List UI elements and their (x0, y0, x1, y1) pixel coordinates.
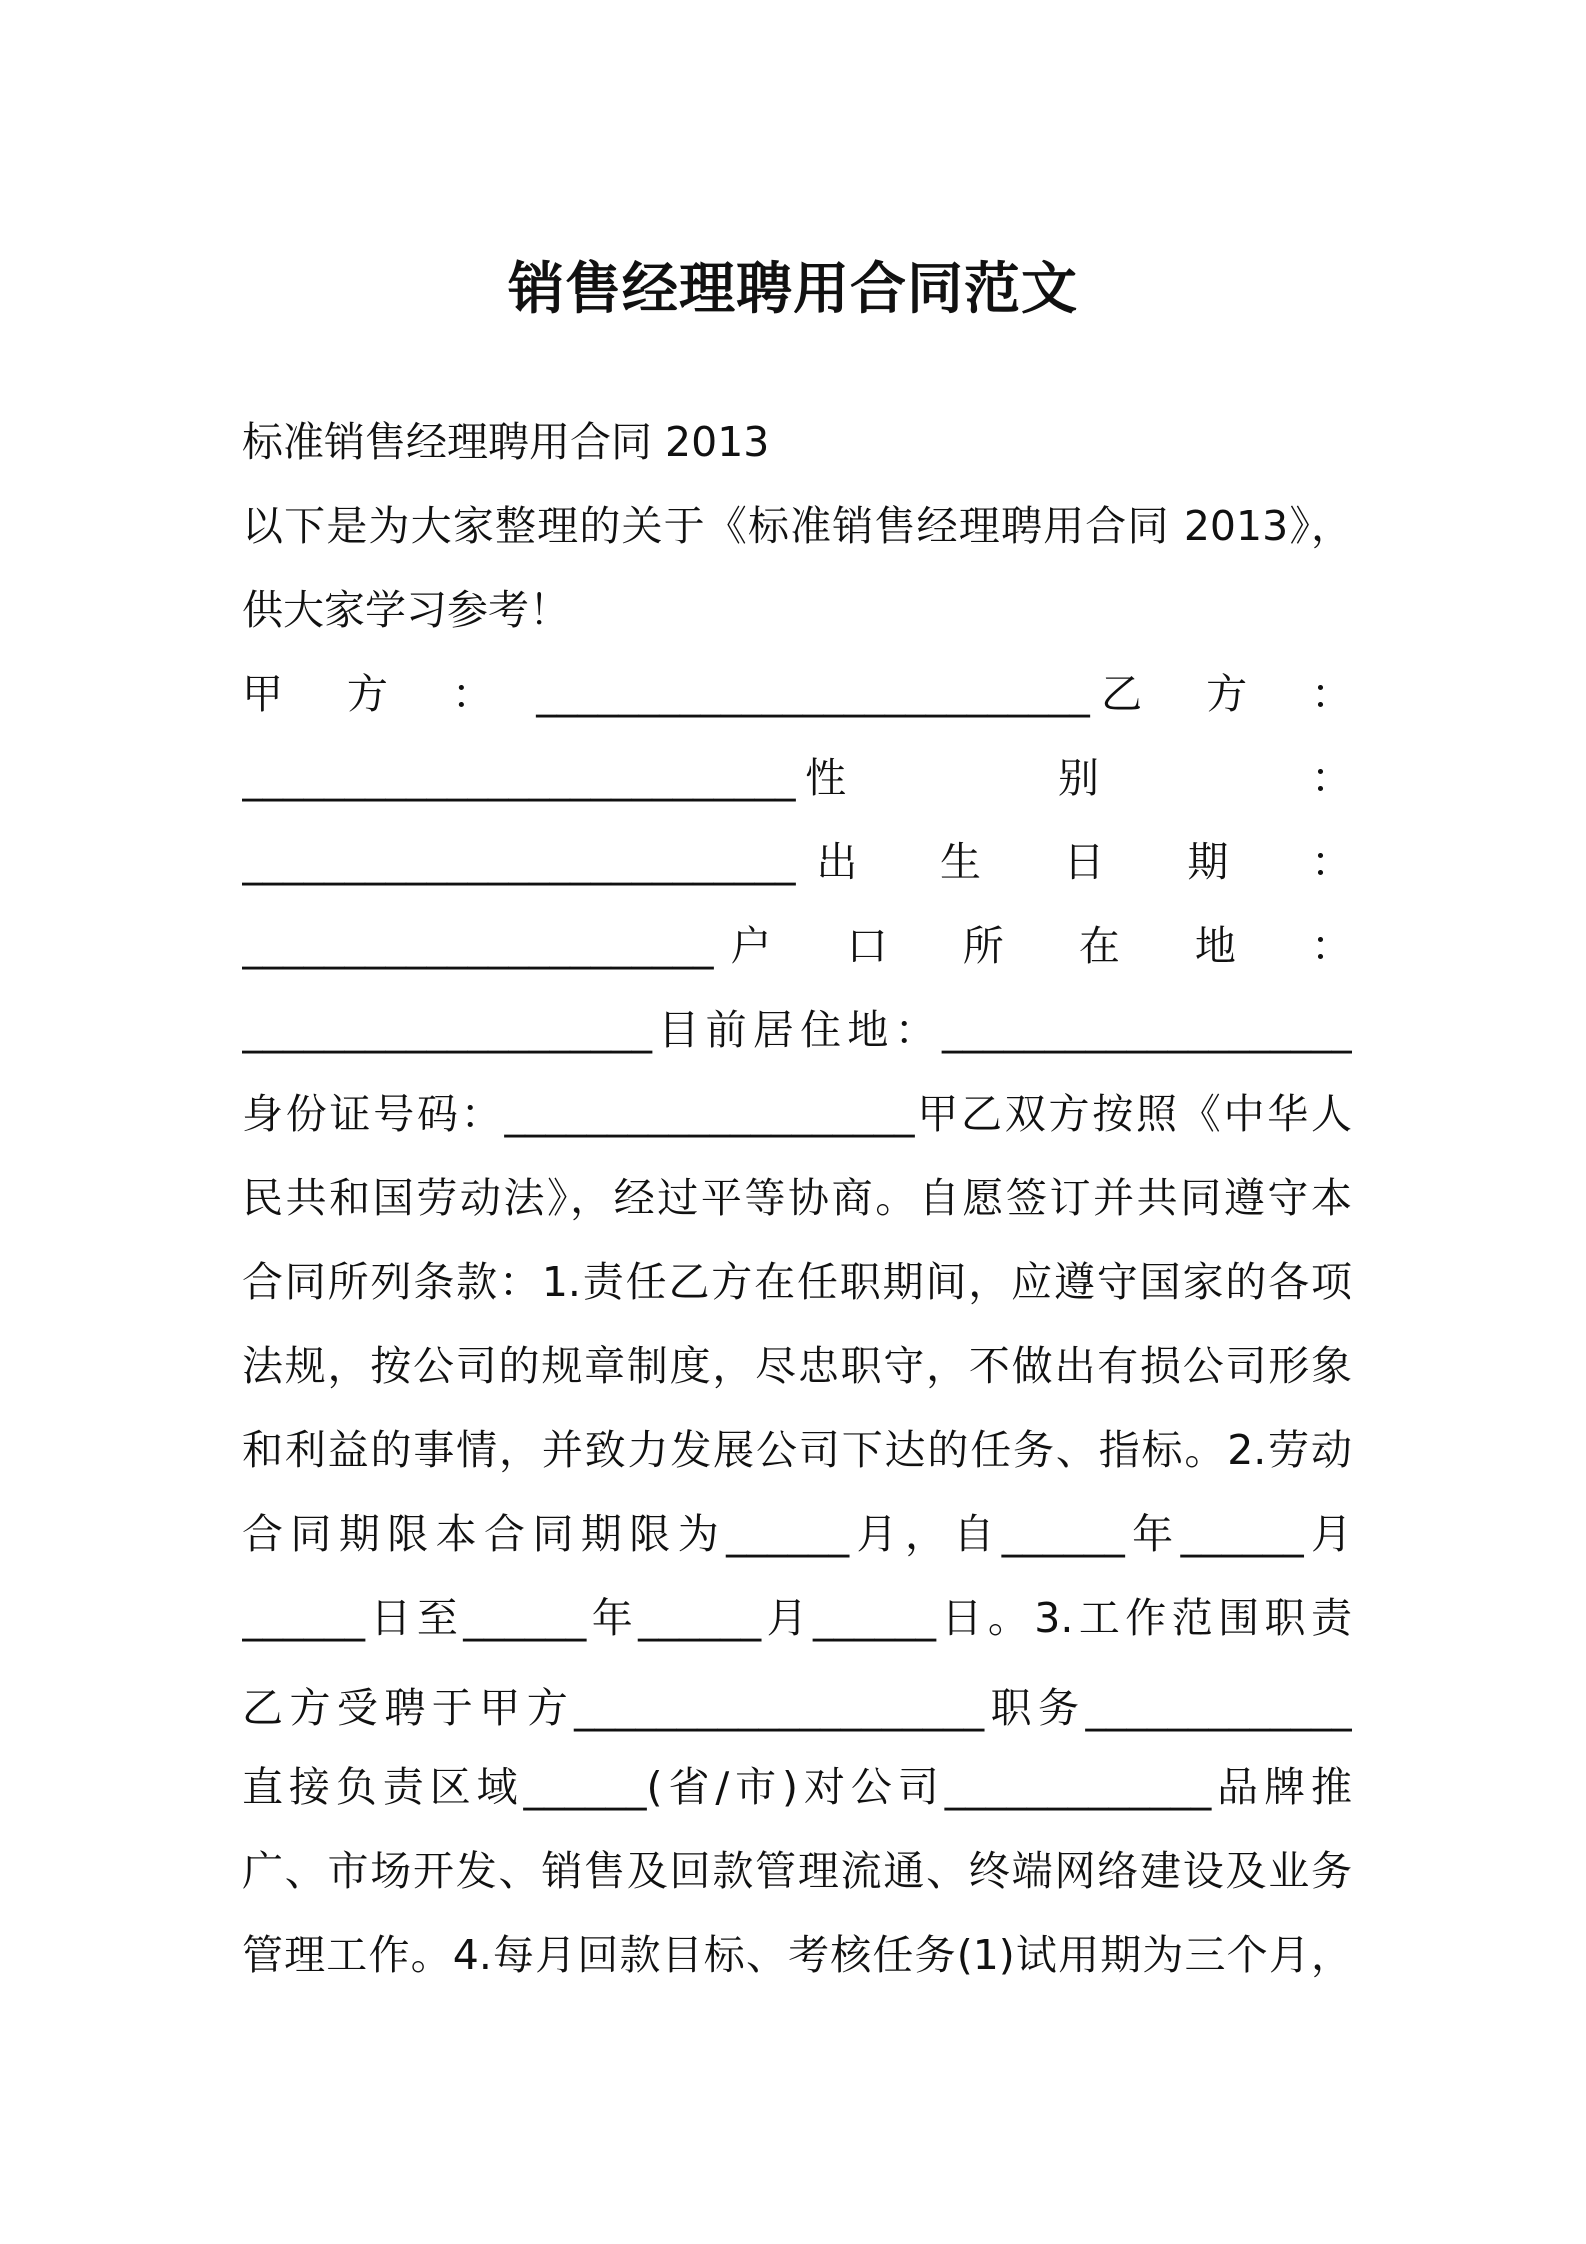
text-line: ______日至______年______月______日。3.工作范围职责 (242, 1594, 1352, 1642)
text-line: 合同所列条款：1.责任乙方在任职期间，应遵守国家的各项 (242, 1258, 1352, 1306)
text-line: 广、市场开发、销售及回款管理流通、终端网络建设及业务 (242, 1847, 1352, 1895)
text-line: 合同期限本合同期限为______月，自______年______月 (242, 1510, 1352, 1558)
text-line: 标准销售经理聘用合同 2013 (242, 418, 770, 466)
text-line: 以下是为大家整理的关于《标准销售经理聘用合同 2013》， (242, 502, 1352, 550)
text-line: ___________________________出 生 日 期 ： (242, 838, 1352, 886)
text-line: 法规，按公司的规章制度，尽忠职守，不做出有损公司形象 (242, 1342, 1352, 1390)
text-line: 直接负责区域______(省/市)对公司_____________品牌推 (242, 1763, 1352, 1811)
document-title: 销售经理聘用合同范文 (508, 257, 1078, 322)
text-line: ___________________________性 别 ： (242, 754, 1352, 802)
text-line: 和利益的事情，并致力发展公司下达的任务、指标。2.劳动 (242, 1426, 1352, 1474)
text-line: 民共和国劳动法》，经过平等协商。自愿签订并共同遵守本 (242, 1174, 1352, 1222)
text-line: 身份证号码：____________________甲乙双方按照《中华人 (242, 1090, 1352, 1138)
text-line: 管理工作。4.每月回款目标、考核任务(1)试用期为三个月， (242, 1931, 1352, 1979)
text-line: 甲 方 ： ___________________________乙 方 ： (242, 670, 1352, 718)
text-line: 乙方受聘于甲方____________________职务_____________ (242, 1684, 1352, 1732)
text-line: ____________________目前居住地：____________________ (242, 1006, 1352, 1054)
text-line: 供大家学习参考！ (242, 586, 570, 634)
text-line: _______________________户 口 所 在 地 ： (242, 922, 1352, 970)
